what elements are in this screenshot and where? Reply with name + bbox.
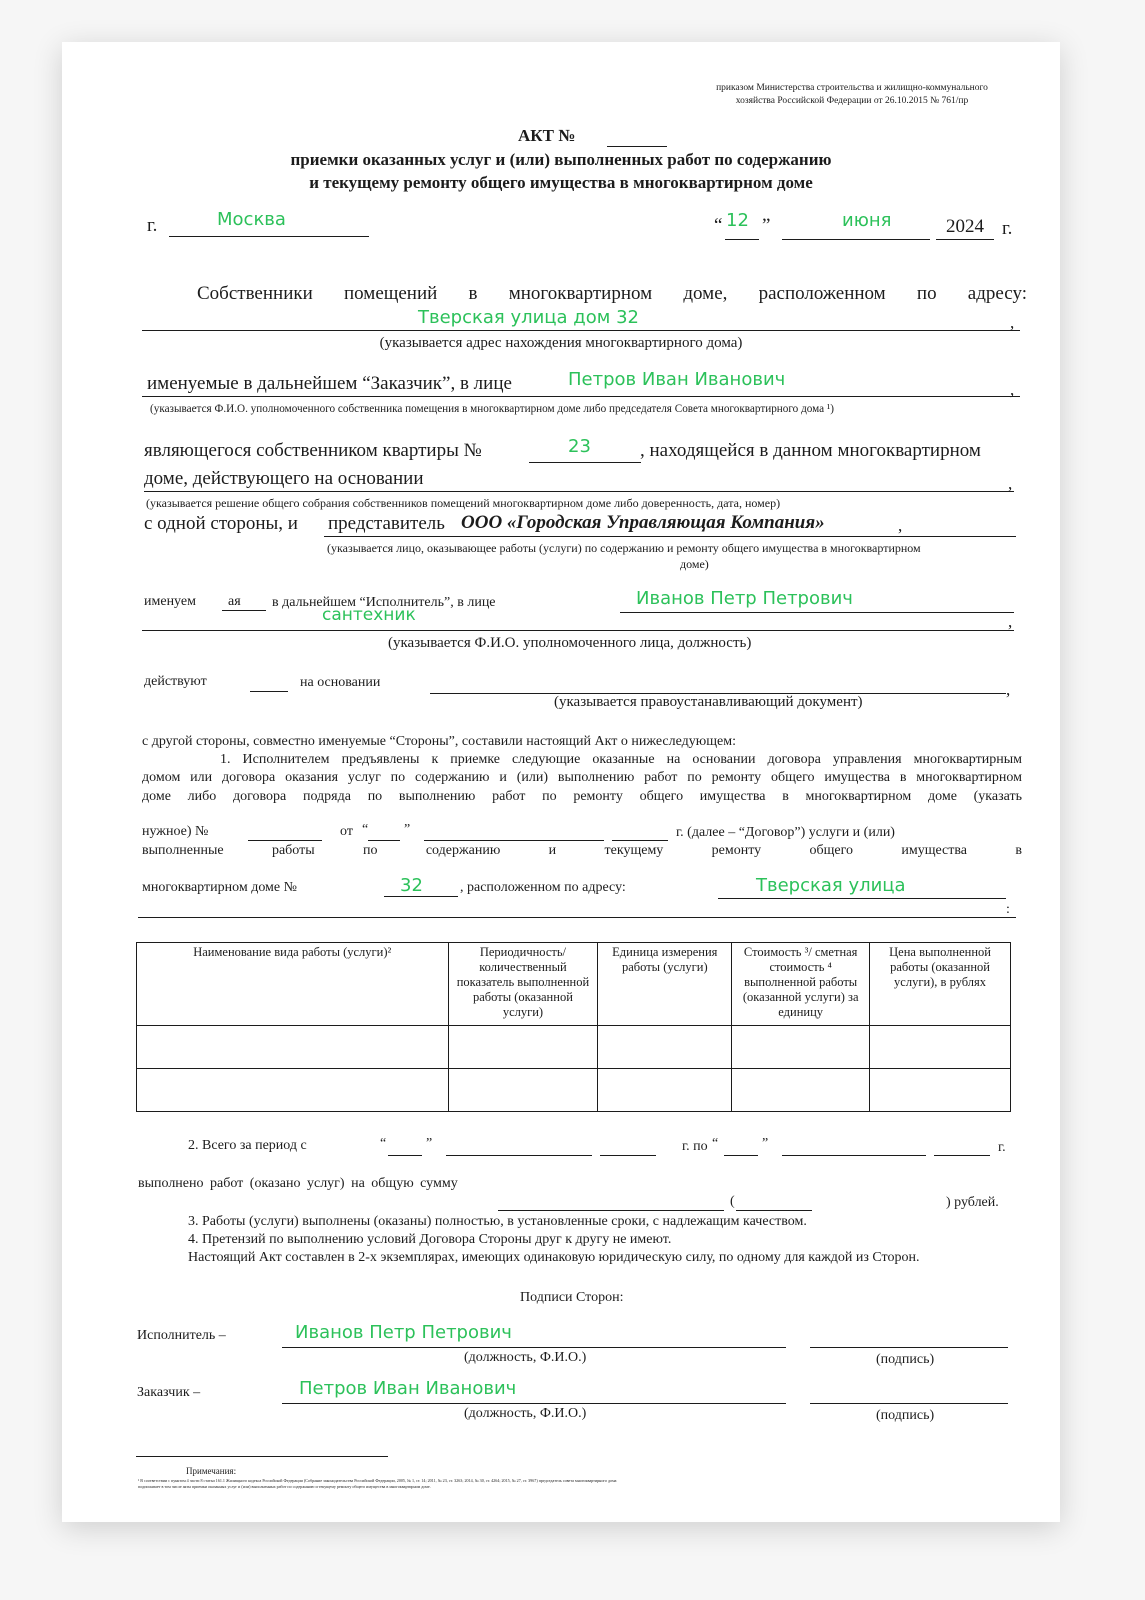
act-subtitle-2: и текущему ремонту общего имущества в многоквартирном доме (309, 173, 813, 192)
representative-text: представитель (328, 513, 445, 534)
date-day: 12 (726, 210, 749, 231)
company-hint-1: (указывается лицо, оказывающее работы (услуги) по содержанию и ремонту общего имущества в многоквартирном (327, 541, 921, 555)
date-suffix: г. (1002, 218, 1013, 239)
year-line (936, 239, 994, 240)
act-text: действуют (144, 674, 207, 689)
acting-basis-text: доме, действующего на основании (144, 468, 424, 489)
act-blank-line (250, 691, 288, 692)
sum-words-line (736, 1210, 812, 1211)
customer-text: именуемые в дальнейшем “Заказчик”, в лице (147, 373, 512, 394)
address-value: Тверская улица дом 32 (418, 307, 639, 328)
city-prefix: г. (147, 215, 158, 236)
basis-line (144, 491, 1014, 492)
owners-word: в (468, 283, 478, 304)
month-line (782, 239, 930, 240)
named-suffix-line (222, 610, 266, 611)
table-cell (598, 1069, 732, 1112)
table-cell (137, 1069, 449, 1112)
g-end-text: г. (998, 1140, 1006, 1155)
street-line (718, 898, 1006, 899)
period-to-month-line (782, 1155, 926, 1156)
flat-owner-text: являющегося собственником квартиры № (144, 440, 482, 461)
table-cell (732, 1026, 870, 1069)
notes-title: Примечания: (186, 1466, 237, 1476)
p5-text: Настоящий Акт составлен в 2-х экземплярах, имеющих одинаковую юридическую силу, по одному для каждой из Сторон. (188, 1250, 920, 1265)
performed-word: работы (271, 843, 315, 858)
from-month-line (424, 840, 604, 841)
house-number: 32 (400, 875, 423, 896)
performed-word: имущества (901, 843, 968, 858)
executor-sign-name: Иванов Петр Петрович (295, 1322, 512, 1343)
from-close-quote: ” (404, 822, 411, 837)
date-close-quote: ” (762, 215, 771, 236)
p1-line-3: доме либо договора подряда по выполнению работ по ремонту общего имущества в многоквартирном доме (указать (142, 789, 1022, 804)
executor-hint: (указывается Ф.И.О. уполномоченного лица, должность) (388, 635, 752, 651)
owners-word: многоквартирном (508, 283, 653, 304)
customer-position-line (282, 1403, 786, 1404)
g-po-text: г. по (682, 1139, 708, 1154)
table-header: Цена выполненной работы (оказанной услуги), в рублях (870, 943, 1011, 1026)
table-row (137, 1026, 1011, 1069)
notes-text-2: подписывает в том числе акты приемки оказанных услуг и (или) выполненных работ по содержанию и текущему ремонту общего имущества в многоквартирном доме. (138, 1484, 431, 1489)
from-text: от (340, 824, 353, 839)
company-hint-2: доме) (680, 557, 709, 571)
customer-comma: , (1010, 380, 1015, 399)
executor-signature-line (810, 1347, 1008, 1348)
flat-number-line (529, 462, 641, 463)
act-subtitle-1: приемки оказанных услуг и (или) выполненных работ по содержанию (290, 150, 832, 169)
basis-hint: (указывается решение общего собрания собственников помещений многоквартирном доме либо доверенность, дата, номер) (146, 496, 781, 510)
table-header-row (137, 943, 1011, 1026)
executor-name-line (620, 612, 1014, 613)
performed-word: в (1015, 843, 1022, 858)
customer-name: Петров Иван Иванович (568, 369, 786, 390)
table-cell (448, 1069, 598, 1112)
basis-comma: , (1008, 474, 1013, 493)
customer-line (142, 396, 1020, 397)
approval-note (682, 82, 1022, 108)
executor-label: Исполнитель – (137, 1328, 226, 1343)
owners-word: Собственники (197, 283, 313, 304)
customer-label: Заказчик – (137, 1385, 201, 1400)
performed-word: по (363, 843, 378, 858)
executor-name: Иванов Петр Петрович (636, 588, 853, 609)
customer-position-hint: (должность, Ф.И.О.) (464, 1406, 587, 1421)
works-table (136, 942, 1011, 1112)
executor-position: сантехник (322, 605, 416, 625)
table-cell (448, 1026, 598, 1069)
street-value: Тверская улица (756, 875, 906, 896)
from-open-quote: “ (362, 822, 369, 837)
approval-line-1: приказом Министерства строительства и жилищно-коммунального (716, 83, 988, 93)
address-comma: , (1010, 313, 1015, 332)
performed-word: общего (809, 843, 854, 858)
executor-line (142, 630, 1014, 631)
customer-signature-line (810, 1403, 1008, 1404)
city-value: Москва (217, 209, 286, 230)
owners-word: помещений (343, 283, 438, 304)
performed-line (142, 843, 1022, 859)
table-cell (137, 1026, 449, 1069)
address-hint: (указывается адрес нахождения многоквартирного дома) (379, 335, 743, 351)
act-title: АКТ № (518, 126, 576, 145)
approval-line-2: хозяйства Российской Федерации от 26.10.2015 № 761/пр (735, 96, 969, 106)
customer-signature-hint: (подпись) (876, 1408, 935, 1423)
table-cell (598, 1026, 732, 1069)
period-from-day-line (388, 1155, 422, 1156)
executor-signature-hint: (подпись) (876, 1352, 935, 1367)
from-day-line (368, 840, 400, 841)
period-to-year-line (934, 1155, 990, 1156)
table-header: Наименование вида работы (услуги)² (137, 943, 449, 1026)
house-no-text: многоквартирном доме № (142, 880, 297, 895)
customer-hint: (указывается Ф.И.О. уполномоченного собственника помещения в многоквартирном доме либо председателя Совета многоквартирного дома ¹) (150, 403, 834, 415)
executor-position-hint: (должность, Ф.И.О.) (464, 1350, 587, 1365)
doc-hint: (указывается правоустанавливающий документ) (554, 694, 863, 710)
contract-text: г. (далее – “Договор”) услуги и (или) (676, 825, 895, 840)
company-line (324, 536, 1016, 537)
located-text: , находящейся в данном многоквартирном (640, 440, 981, 461)
street-line-2 (138, 917, 1016, 918)
period-open-quote: “ (380, 1136, 387, 1151)
sum-open-paren: ( (730, 1194, 735, 1209)
date-year: 2024 (946, 216, 984, 237)
notes-text-1: ¹ В соответствии с пунктом 4 части 8 статьи 161.1 Жилищного кодекса Российской Федерации (Собрание законодательства Российской Федерации, 2005, № 1, ст. 14; 2011, № 23, ст. 3263; 2014, № 30, ст. 4264; 2015, № 27, ст. 3967) председатель совета многоквартирного дома (138, 1478, 617, 1483)
other-side-text: с другой стороны, совместно именуемые “Стороны”, составили настоящий Акт о нижеследующем: (142, 734, 736, 749)
date-open-quote: “ (714, 215, 723, 236)
flat-number: 23 (568, 436, 591, 457)
performed-word: текущему (604, 843, 664, 858)
on-basis-text: на основании (300, 675, 381, 690)
period-to-open-quote: “ (712, 1136, 719, 1151)
performed-word: выполненные (142, 843, 224, 858)
act-number-line (607, 146, 667, 147)
address-line (142, 330, 1020, 331)
table-cell (870, 1026, 1011, 1069)
period-from-year-line (600, 1155, 656, 1156)
owners-line (197, 283, 1027, 305)
house-no-line (384, 896, 458, 897)
period-to-day-line (724, 1155, 758, 1156)
executor-comma: , (1008, 612, 1013, 631)
located-address-text: , расположенном по адресу: (460, 880, 626, 895)
table-cell (870, 1069, 1011, 1112)
signatures-title: Подписи Сторон: (520, 1290, 624, 1305)
performed-word: и (548, 843, 557, 858)
table-header: Периодичность/ количественный показатель выполненной работы (оказанной услуги) (448, 943, 598, 1026)
table-row (137, 1069, 1011, 1112)
p1-line-1: 1. Исполнителем предъявлены к приемке следующие оказанные на основании договора управления многоквартирным (220, 752, 1022, 767)
one-side-text: с одной стороны, и (144, 513, 298, 534)
table-header: Единица измерения работы (услуги) (598, 943, 732, 1026)
p4-text: 4. Претензий по выполнению условий Договора Стороны друг к другу не имеют. (188, 1232, 672, 1247)
owners-word: доме, (683, 283, 728, 304)
owners-word: расположенном (758, 283, 886, 304)
period-close-quote: ” (426, 1136, 433, 1151)
period-from-month-line (446, 1155, 592, 1156)
day-line (725, 239, 759, 240)
period-to-close-quote: ” (762, 1136, 769, 1151)
city-line (169, 236, 369, 237)
executor-position-line (282, 1347, 786, 1348)
doc-comma: , (1006, 680, 1011, 699)
table-header: Стоимость ³/ сметная стоимость ⁴ выполненной работы (оказанной услуги) за единицу (732, 943, 870, 1026)
performed-word: ремонту (711, 843, 762, 858)
executor-text: в дальнейшем “Исполнитель”, в лице (272, 595, 496, 610)
p3-text: 3. Работы (услуги) выполнены (оказаны) полностью, в установленные сроки, с надлежащим качеством. (188, 1214, 807, 1229)
street-colon: : (1006, 902, 1010, 917)
notes-separator (136, 1456, 388, 1457)
owners-word: адресу: (967, 283, 1027, 304)
named-text: именуем (144, 594, 196, 609)
contract-no-line (248, 840, 322, 841)
performed-word: содержанию (425, 843, 501, 858)
company-name: ООО «Городская Управляющая Компания» (461, 512, 825, 533)
from-year-line (612, 840, 668, 841)
table-cell (732, 1069, 870, 1112)
p1-line-2: домом или договора оказания услуг по содержанию и (или) выполнению работ по ремонту общего имущества в многоквартирном (142, 770, 1022, 785)
needed-no-text: нужное) № (142, 824, 209, 839)
rubles-text: ) рублей. (946, 1195, 999, 1210)
sum-text: выполнено работ (оказано услуг) на общую сумму (138, 1176, 458, 1191)
total-period-text: 2. Всего за период с (188, 1138, 307, 1153)
date-month: июня (842, 210, 892, 231)
customer-sign-name: Петров Иван Иванович (299, 1378, 517, 1399)
owners-word: по (916, 283, 937, 304)
act-document (62, 42, 1060, 1522)
company-comma: , (898, 516, 903, 535)
named-suffix: ая (228, 594, 241, 609)
sum-line (498, 1210, 724, 1211)
